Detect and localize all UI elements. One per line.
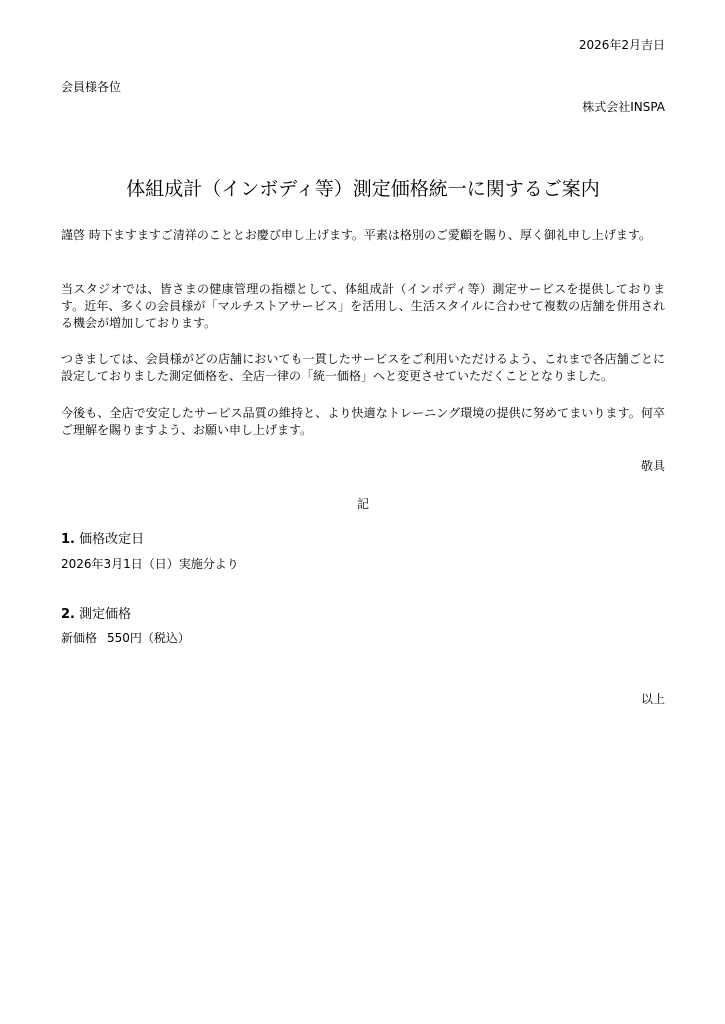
price-value: 550円（税込） [107,631,190,645]
body-paragraph-background: 当スタジオでは、皆さまの健康管理の指標として、体組成計（インボディ等）測定サービスを提供しております。近年、多くの会員様が「マルチストアサービス」を活用し、生活スタイルに合わせて複数の店舗を併用される機会が増加しております。 [61,282,665,330]
body-paragraph-greeting: 謹啓 時下ますますご清祥のこととお慶び申し上げます。平素は格別のご愛顧を賜り、厚く御礼申し上げます。 [61,228,651,242]
price-label: 新価格 [61,631,98,645]
body-paragraph-closing: 今後も、全店で安定したサービス品質の維持と、より快適なトレーニング環境の提供に努めてまいります。何卒ご理解を賜りますよう、お願い申し上げます。 [61,406,665,437]
section-number: 2. [61,607,75,622]
section-heading-text: 価格改定日 [79,532,145,547]
sender-company: 株式会社INSPA [582,100,665,114]
document-page [61,0,665,1024]
revision-date-detail: 2026年3月1日（日）実施分より [61,557,239,571]
section-heading-text: 測定価格 [79,607,132,622]
recipient-line: 会員様各位 [61,80,122,94]
closing-word: 敬具 [640,459,665,473]
document-title: 体組成計（インボディ等）測定価格統一に関するご案内 [126,178,600,200]
document-date: 2026年2月吉日 [578,38,665,52]
body-paragraph-change: つきましては、会員様がどの店舗においても一貫したサービスをご利用いただけるよう、これまで各店舗ごとに設定しておりました測定価格を、全店一律の「統一価格」へと変更させていただくこととなりました。 [61,352,665,383]
ki-marker: 記 [356,497,369,511]
section-number: 1. [61,532,75,547]
price-detail [61,630,190,647]
end-mark: 以上 [640,692,665,706]
section-heading-price [61,606,131,623]
section-heading-revision-date [61,531,144,548]
